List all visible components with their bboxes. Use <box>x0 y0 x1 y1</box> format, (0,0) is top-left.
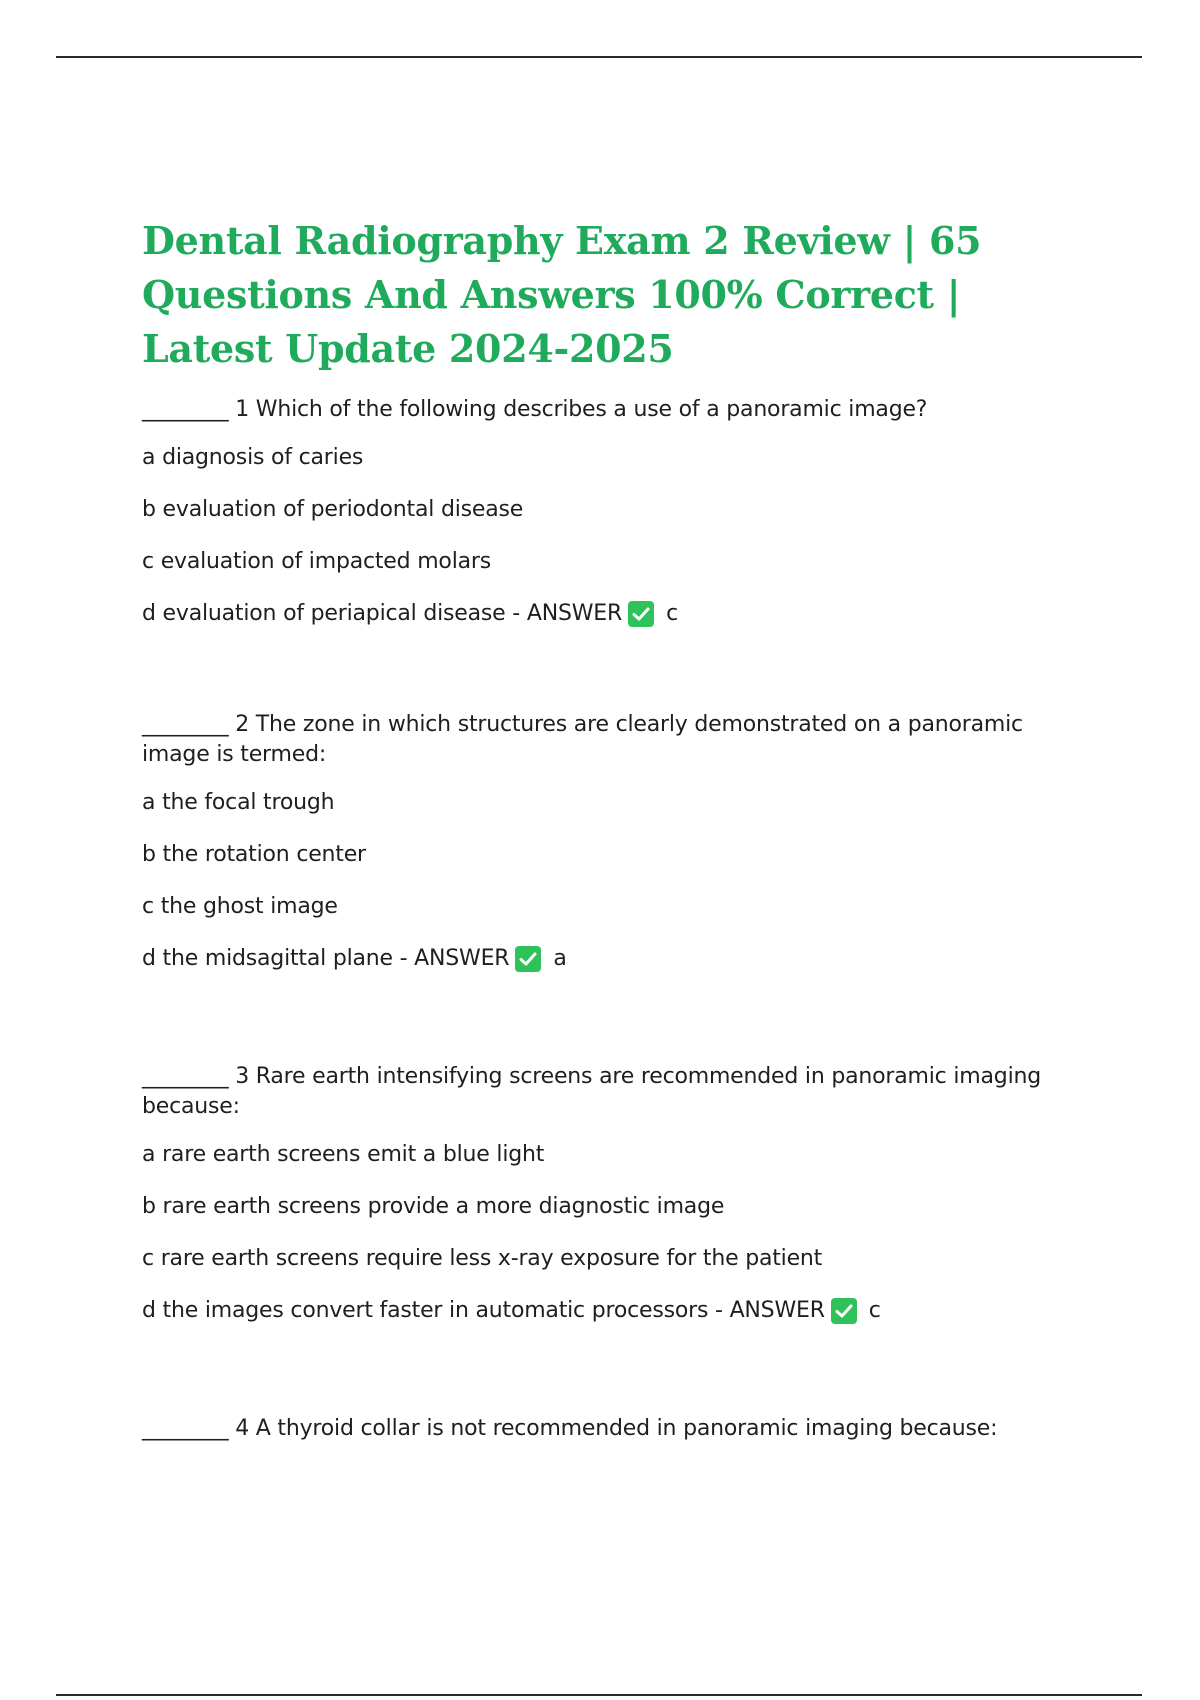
option-a: a diagnosis of caries <box>142 445 364 470</box>
option-d-answer-row <box>142 944 1072 974</box>
question-text: ________ 1 Which of the following describes a use of a panoramic image? <box>142 397 928 422</box>
footer-rule <box>56 1694 1142 1696</box>
header-rule <box>56 56 1142 58</box>
option-d: d the images convert faster in automatic processors - ANSWER <box>142 1298 825 1323</box>
option-b: b rare earth screens provide a more diagnostic image <box>142 1194 725 1219</box>
option-c: c the ghost image <box>142 894 338 919</box>
option-b: b the rotation center <box>142 842 366 867</box>
option-a: a rare earth screens emit a blue light <box>142 1142 545 1167</box>
option-a: a the focal trough <box>142 790 335 815</box>
option-c: c evaluation of impacted molars <box>142 549 491 574</box>
option-d-answer-row <box>142 599 1072 629</box>
answer-letter: c <box>868 1298 881 1323</box>
question-text: ________ 2 The zone in which structures are clearly demonstrated on a panoramic image is termed: <box>142 712 1023 767</box>
answer-letter: c <box>666 601 678 626</box>
question-block <box>142 395 1072 629</box>
option-d: d the midsagittal plane - ANSWER <box>142 946 510 971</box>
option-b: b evaluation of periodontal disease <box>142 497 524 522</box>
question-text: ________ 3 Rare earth intensifying screens are recommended in panoramic imaging because: <box>142 1064 1041 1119</box>
question-block <box>142 710 1072 974</box>
check-mark-icon <box>831 1298 857 1324</box>
question-text: ________ 4 A thyroid collar is not recommended in panoramic imaging because: <box>142 1416 998 1441</box>
check-mark-icon <box>628 601 654 627</box>
option-d-answer-row <box>142 1296 1072 1326</box>
answer-letter: a <box>553 946 567 971</box>
question-block <box>142 1062 1072 1326</box>
document-title: Dental Radiography Exam 2 Review | 65 Questions And Answers 100% Correct | Latest Update 2024-2025 <box>142 218 982 371</box>
question-block <box>142 1414 1072 1444</box>
option-d: d evaluation of periapical disease - ANSWER <box>142 601 623 626</box>
check-mark-icon <box>515 946 541 972</box>
option-c: c rare earth screens require less x-ray exposure for the patient <box>142 1246 823 1271</box>
